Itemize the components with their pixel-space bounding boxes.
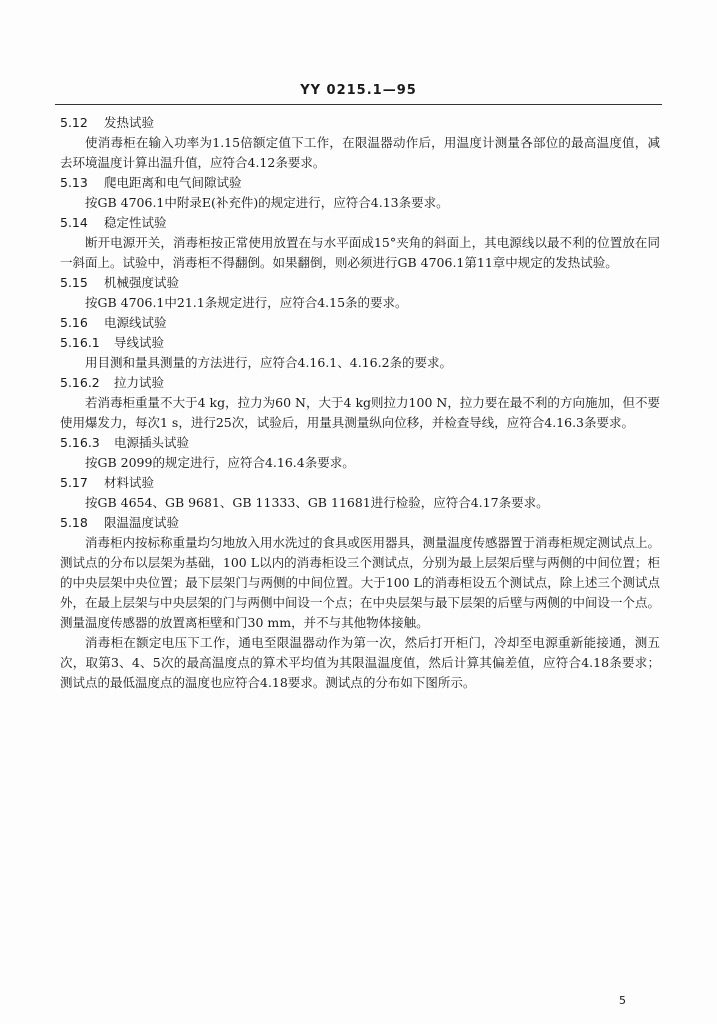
section-heading bbox=[60, 513, 660, 533]
subsection-heading bbox=[60, 333, 660, 353]
document-body bbox=[60, 113, 660, 693]
section-heading bbox=[60, 173, 660, 193]
section-heading bbox=[60, 213, 660, 233]
standard-code-header: YY 0215.1—95 bbox=[300, 83, 417, 98]
section-title: 导线试验 bbox=[113, 335, 164, 350]
section-number: 5.13 bbox=[60, 175, 88, 190]
section-number: 5.16.3 bbox=[60, 435, 100, 450]
section-title: 电源插头试验 bbox=[113, 435, 189, 450]
section-title: 稳定性试验 bbox=[103, 215, 167, 230]
subsection-heading bbox=[60, 433, 660, 453]
section-title: 发热试验 bbox=[103, 115, 154, 130]
section-number: 5.12 bbox=[60, 115, 88, 130]
section-number: 5.15 bbox=[60, 275, 88, 290]
section-paragraph: 按GB 4654、GB 9681、GB 11333、GB 11681进行检验，应符合4.17条要求。 bbox=[85, 495, 549, 510]
section-paragraph: 按GB 2099的规定进行，应符合4.16.4条要求。 bbox=[85, 455, 355, 470]
section-paragraph: 使消毒柜在输入功率为1.15倍额定值下工作，在限温器动作后，用温度计测量各部位的最高温度值，减去环境温度计算出温升值，应符合4.12条要求。 bbox=[60, 135, 660, 170]
section-heading bbox=[60, 273, 660, 293]
section-title: 机械强度试验 bbox=[103, 275, 179, 290]
section-heading bbox=[60, 113, 660, 133]
page-number: 5 bbox=[619, 994, 626, 1007]
section-number: 5.17 bbox=[60, 475, 88, 490]
section-paragraph: 按GB 4706.1中21.1条规定进行，应符合4.15条的要求。 bbox=[85, 295, 408, 310]
section-number: 5.18 bbox=[60, 515, 88, 530]
section-paragraph: 消毒柜在额定电压下工作，通电至限温器动作为第一次，然后打开柜门，冷却至电源重新能接通，测五次，取第3、4、5次的最高温度点的算术平均值为其限温温度值，然后计算其偏差值，应符合4.18条要求；测试点的最低温度点的温度也应符合4.18要求。测试点的分布如下图所示。 bbox=[60, 635, 660, 690]
subsection-heading bbox=[60, 373, 660, 393]
section-title: 拉力试验 bbox=[113, 375, 164, 390]
section-number: 5.16.2 bbox=[60, 375, 100, 390]
section-paragraph: 断开电源开关，消毒柜按正常使用放置在与水平面成15°夹角的斜面上，其电源线以最不利的位置放在同一斜面上。试验中，消毒柜不得翻倒。如果翻倒，则必须进行GB 4706.1第11章中规定的发热试验。 bbox=[60, 235, 660, 270]
section-number: 5.16.1 bbox=[60, 335, 100, 350]
section-title: 电源线试验 bbox=[103, 315, 167, 330]
section-heading bbox=[60, 473, 660, 493]
section-paragraph: 用目测和量具测量的方法进行，应符合4.16.1、4.16.2条的要求。 bbox=[85, 355, 453, 370]
section-paragraph: 按GB 4706.1中附录E(补充件)的规定进行，应符合4.13条要求。 bbox=[85, 195, 449, 210]
section-title: 材料试验 bbox=[103, 475, 154, 490]
header-rule bbox=[55, 104, 662, 105]
section-title: 限温温度试验 bbox=[103, 515, 179, 530]
section-number: 5.14 bbox=[60, 215, 88, 230]
section-number: 5.16 bbox=[60, 315, 88, 330]
section-paragraph: 消毒柜内按标称重量均匀地放入用水洗过的食具或医用器具，测量温度传感器置于消毒柜规定测试点上。测试点的分布以层架为基础，100 L以内的消毒柜设三个测试点，分别为最上层架后壁与两侧的中间位置；柜的中央层架中央位置；最下层架门与两侧的中间位置。大于100 L的消毒柜设五个测试点，除上述三个测试点外，在最上层架与中央层架的门与两侧中间设一个点；在中央层架与最下层架的后壁与两侧的中间设一个点。测量温度传感器的放置离柜壁和门30 mm，并不与其他物体接触。 bbox=[60, 535, 661, 630]
section-heading bbox=[60, 313, 660, 333]
section-paragraph: 若消毒柜重量不大于4 kg，拉力为60 N，大于4 kg则拉力100 N，拉力要在最不利的方向施加，但不要使用爆发力，每次1 s，进行25次，试验后，用量具测量纵向位移，并检查导线，应符合4.16.3条要求。 bbox=[60, 395, 660, 430]
section-title: 爬电距离和电气间隙试验 bbox=[103, 175, 242, 190]
